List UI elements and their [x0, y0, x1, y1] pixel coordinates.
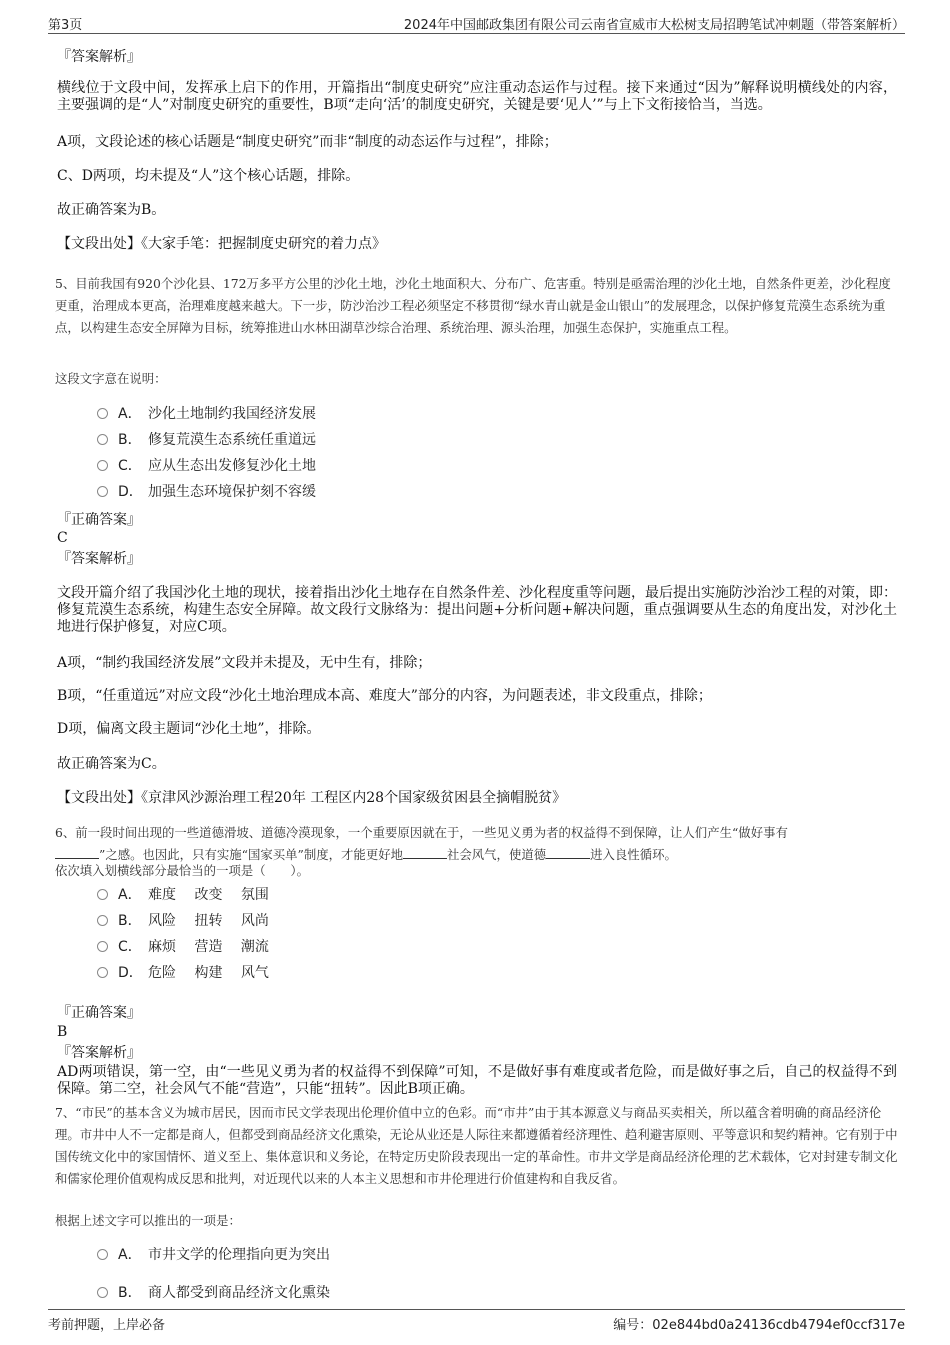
footer-divider: [48, 1309, 905, 1310]
radio-icon[interactable]: [97, 1249, 108, 1260]
document-title: 2024年中国邮政集团有限公司云南省宣威市大松树支局招聘笔试冲刺题（带答案解析）: [403, 18, 905, 33]
radio-icon[interactable]: [97, 460, 108, 471]
q6-option-c[interactable]: C． 麻烦 营造 潮流: [97, 938, 269, 956]
radio-icon[interactable]: [97, 915, 108, 926]
q5-option-b[interactable]: B． 修复荒漠生态系统任重道远: [97, 431, 316, 449]
blank-line: [55, 848, 99, 859]
q5-correct-label: 『正确答案』: [57, 512, 141, 528]
q5-option-a[interactable]: A． 沙化土地制约我国经济发展: [97, 405, 316, 423]
radio-icon[interactable]: [97, 967, 108, 978]
radio-icon[interactable]: [97, 486, 108, 497]
q7-stem: 7、“市民”的基本含义为城市居民，因而市民文学表现出伦理价值中立的色彩。而“市井”由于其本源意义与商品买卖相关，所以蕴含着明确的商品经济伦理。市井中人不一定都是商人，但都受到商品经济文化熏染，无论从业还是人际往来都遵循着经济理性、趋利避害原则、平等意识和契约精神。它有别于中国传统文化中的家国情怀、道义至上、集体意识和义务论，在特定历史阶段表现出一定的革命性。市井文学是商品经济伦理的艺术载体，它对封建专制文化和儒家伦理价值观构成反思和批判，对近现代以来的人本主义思想和市井伦理进行价值建构和自我反省。: [55, 1105, 898, 1186]
radio-icon[interactable]: [97, 941, 108, 952]
q4-analysis-label: 『答案解析』: [57, 49, 141, 65]
q4-conclusion: 故正确答案为B。: [57, 202, 166, 218]
q6-option-d[interactable]: D． 危险 构建 风气: [97, 964, 269, 982]
q5-analysis-label: 『答案解析』: [57, 551, 141, 567]
q6-correct-answer: B: [57, 1024, 68, 1040]
q6-question: 依次填入划横线部分最恰当的一项是（ ）。: [55, 863, 310, 878]
page-header: [48, 14, 905, 34]
blank-line: [403, 848, 447, 859]
q4-option-cd-note: C、D两项，均未提及“人”这个核心话题，排除。: [57, 168, 360, 184]
q4-option-a-note: A项，文段论述的核心话题是“制度史研究”而非“制度的动态运作与过程”，排除；: [57, 134, 558, 150]
q6-analysis: AD两项错误，第一空，由“一些见义勇为者的权益得不到保障”可知，不是做好事有难度或者危险，而是做好事之后，自己的权益得不到保障。第二空，社会风气不能“营造”，只能“扭转”。因此B项正确。: [57, 1064, 897, 1097]
radio-icon[interactable]: [97, 408, 108, 419]
q5-option-c[interactable]: C． 应从生态出发修复沙化土地: [97, 457, 316, 475]
q5-option-a-note: A项，“制约我国经济发展”文段并未提及，无中生有，排除；: [57, 655, 432, 671]
footer-slogan: 考前押题，上岸必备: [48, 1318, 166, 1333]
q5-option-b-note: B项，“任重道远”对应文段“沙化土地治理成本高、难度大”部分的内容，为问题表述，非文段重点，排除；: [57, 688, 712, 704]
q4-source: 【文段出处】《大家手笔：把握制度史研究的着力点》: [57, 236, 386, 252]
q6-analysis-label: 『答案解析』: [57, 1045, 141, 1061]
header-divider: [48, 33, 905, 34]
q5-stem: 5、目前我国有920个沙化县、172万多平方公里的沙化土地，沙化土地面积大、分布广、危害重。特别是亟需治理的沙化土地，自然条件更差，沙化程度更重，治理成本更高，治理难度越来越大。下一步，防沙治沙工程必须坚定不移贯彻“绿水青山就是金山银山”的发展理念，以保护修复荒漠生态系统为重点，以构建生态安全屏障为目标，统筹推进山水林田湖草沙综合治理、系统治理、源头治理，加强生态保护，实施重点工程。: [55, 276, 891, 335]
blank-line: [546, 848, 590, 859]
radio-icon[interactable]: [97, 1287, 108, 1298]
radio-icon[interactable]: [97, 889, 108, 900]
q5-analysis: 文段开篇介绍了我国沙化土地的现状，接着指出沙化土地存在自然条件差、沙化程度重等问题，最后提出实施防沙治沙工程的对策，即：修复荒漠生态系统，构建生态安全屏障。故文段行文脉络为：提出问题+分析问题+解决问题，重点强调要从生态的角度出发，对沙化土地进行保护修复，对应C项。: [57, 585, 897, 635]
q6-correct-label: 『正确答案』: [57, 1005, 141, 1021]
q7-option-b[interactable]: B． 商人都受到商品经济文化熏染: [97, 1284, 330, 1302]
q5-question: 这段文字意在说明：: [55, 371, 167, 386]
q5-option-d[interactable]: D． 加强生态环境保护刻不容缓: [97, 483, 316, 501]
page-number: 第3页: [48, 18, 83, 33]
q6-option-b[interactable]: B． 风险 扭转 风尚: [97, 912, 269, 930]
q5-source: 【文段出处】《京津风沙源治理工程20年 工程区内28个国家级贫困县全摘帽脱贫》: [57, 790, 567, 806]
q5-option-d-note: D项，偏离文段主题词“沙化土地”，排除。: [57, 721, 321, 737]
q6-option-a[interactable]: A． 难度 改变 氛围: [97, 886, 269, 904]
q6-stem: 6、前一段时间出现的一些道德滑坡、道德冷漠现象，一个重要原因就在于，一些见义勇为者的权益得不到保障，让人们产生“做好事有 ”之感。也因此，只有实施“国家买单”制度，才能更好地 社会风气，使道德 进入良性循环。: [55, 825, 788, 862]
q5-conclusion: 故正确答案为C。: [57, 756, 166, 772]
q7-question: 根据上述文字可以推出的一项是：: [55, 1213, 241, 1228]
document-code: 编号：02e844bd0a24136cdb4794ef0ccf317e: [613, 1318, 905, 1333]
radio-icon[interactable]: [97, 434, 108, 445]
q4-analysis: 横线位于文段中间，发挥承上启下的作用，开篇指出“制度史研究”应注重动态运作与过程。接下来通过“因为”解释说明横线处的内容，主要强调的是“人”对制度史研究的重要性，B项“走向‘活’的制度史研究，关键是要‘见人’”与上下文衔接恰当，当选。: [57, 80, 897, 113]
q7-option-a[interactable]: A． 市井文学的伦理指向更为突出: [97, 1246, 330, 1264]
q5-correct-answer: C: [57, 530, 68, 546]
